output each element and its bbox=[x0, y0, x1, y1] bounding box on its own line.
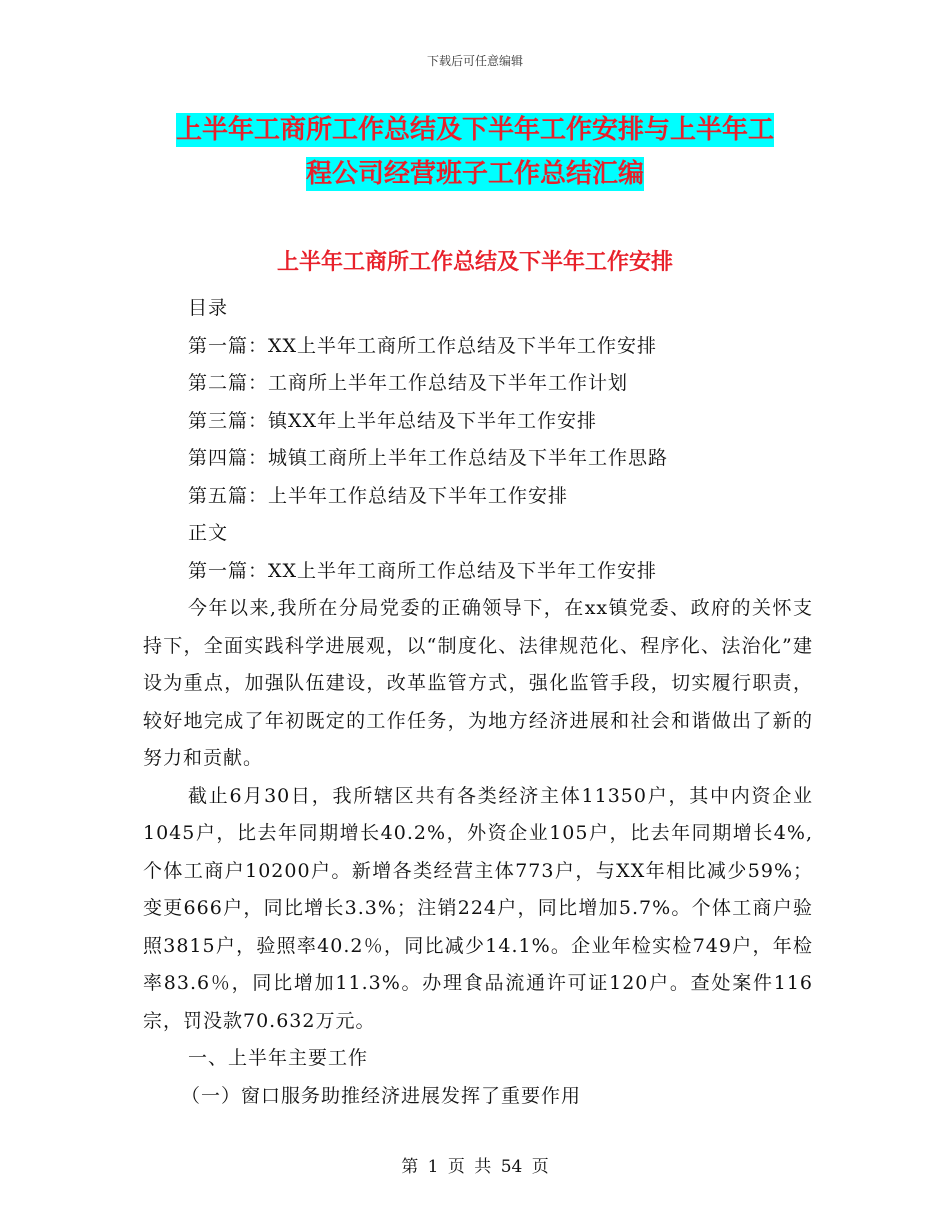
subheading: （一）窗口服务助推经济进展发挥了重要作用 bbox=[181, 1084, 582, 1107]
header-note: 下载后可任意编辑 bbox=[426, 54, 523, 68]
title-highlight: 程公司经营班子工作总结汇编 bbox=[305, 159, 644, 189]
subheading: 一、上半年主要工作 bbox=[188, 1047, 369, 1069]
page-number: 第 1 页 共 54 页 bbox=[401, 1157, 549, 1177]
section-title: 上半年工商所工作总结及下半年工作安排 bbox=[276, 250, 673, 275]
document-title-line-2 bbox=[0, 154, 950, 194]
document-title-line-1 bbox=[0, 110, 950, 150]
toc-item: 第二篇：工商所上半年工作总结及下半年工作计划 bbox=[188, 372, 629, 394]
toc-heading: 目录 bbox=[188, 297, 229, 319]
toc-item: 第一篇：XX上半年工商所工作总结及下半年工作安排 bbox=[188, 334, 658, 357]
body-heading: 正文 bbox=[188, 522, 229, 544]
paragraph: 截止6月30日，我所辖区共有各类经济主体11350户，其中内资企业1045户，比去年同期增长40.2%，外资企业105户，比去年同期增长4%,个体工商户10200户。新增各类经营主体773户，与XX年相比减少59%；变更666户，同比增长3.3%；注销224户，同比增加5.7%。个体工商户验照3815户，验照率40.2％，同比减少14.1%。企业年检实检749户，年检率83.6％，同比增加11.3%。办理食品流通许可证120户。查处案件116宗，罚没款70.632万元。 bbox=[143, 784, 813, 1032]
toc-item: 第四篇：城镇工商所上半年工作总结及下半年工作思路 bbox=[188, 447, 669, 469]
part-title: 第一篇：XX上半年工商所工作总结及下半年工作安排 bbox=[188, 559, 658, 582]
toc-item: 第五篇：上半年工作总结及下半年工作安排 bbox=[188, 484, 569, 507]
toc-item: 第三篇：镇XX年上半年总结及下半年工作安排 bbox=[188, 409, 598, 432]
paragraph: 今年以来,我所在分局党委的正确领导下，在xx镇党委、政府的关怀支持下，全面实践科学进展观，以“制度化、法律规范化、程序化、法治化”建设为重点，加强队伍建设，改革监管方式，强化监管手段，切实履行职责，较好地完成了年初既定的工作任务，为地方经济进展和社会和谐做出了新的努力和贡献。 bbox=[143, 597, 813, 769]
document-body bbox=[143, 290, 813, 1115]
title-highlight: 上半年工商所工作总结及下半年工作安排与上半年工 bbox=[175, 115, 774, 145]
